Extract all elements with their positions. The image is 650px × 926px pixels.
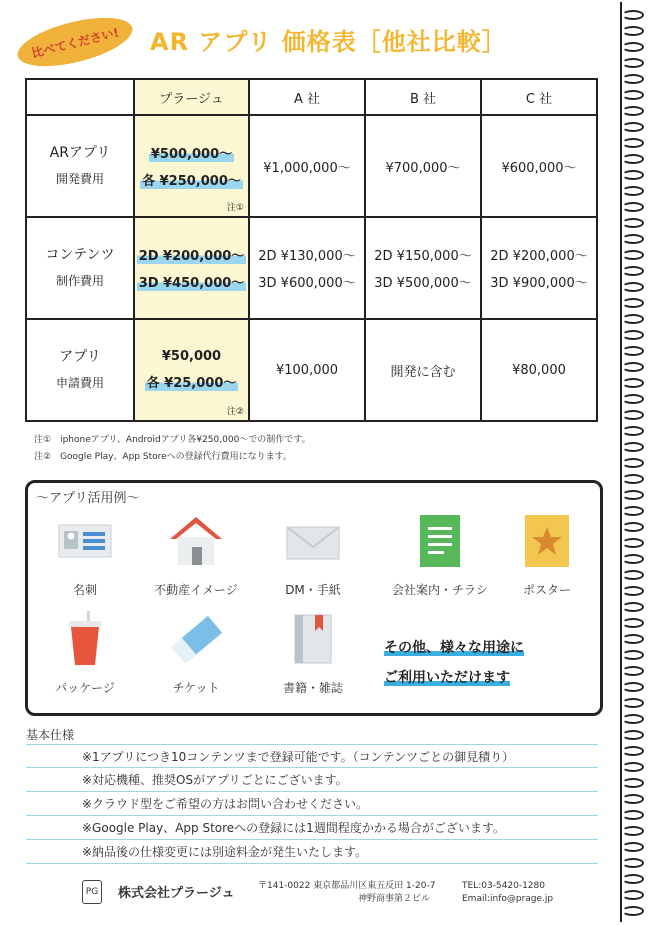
- spiral-ring: [622, 394, 644, 404]
- table-row: [26, 115, 597, 217]
- example-label: ポスター: [522, 583, 571, 597]
- spiral-ring: [622, 538, 644, 548]
- spiral-ring: [622, 554, 644, 564]
- cup-icon: [57, 611, 113, 667]
- spiral-ring: [622, 122, 644, 132]
- envelope-icon: [285, 513, 341, 569]
- spiral-ring: [622, 218, 644, 228]
- other-uses-text: その他、様々な用途に ご利用いただけます: [384, 640, 524, 686]
- spiral-ring: [622, 42, 644, 52]
- spiral-ring: [622, 330, 644, 340]
- spiral-ring: [622, 906, 644, 916]
- spiral-ring: [622, 602, 644, 612]
- table-row: [26, 319, 597, 421]
- footnotes: [34, 432, 311, 466]
- company-address: 〒141-0022 東京都品川区東五反田 1-20-7 神野商事第２ビル: [258, 881, 436, 904]
- footnote: 注② Google Play、App Storeへの登録代行費用になります。: [34, 452, 292, 462]
- spiral-ring: [622, 778, 644, 788]
- spiral-ring: [622, 634, 644, 644]
- spiral-ring: [622, 858, 644, 868]
- example-label: 名刺: [72, 583, 97, 597]
- spiral-ring: [622, 170, 644, 180]
- spiral-ring: [622, 730, 644, 740]
- spec-line: ※クラウド型をご希望の方はお問い合わせください。: [26, 792, 598, 816]
- spiral-ring: [622, 74, 644, 84]
- examples-box: [25, 480, 603, 716]
- spiral-ring: [622, 474, 644, 484]
- spec-title: 基本仕様: [26, 728, 75, 742]
- spiral-ring: [622, 202, 644, 212]
- prage-price: ¥500,000〜 各 ¥250,000〜 注①: [134, 115, 249, 217]
- c-price: 2D ¥200,000〜 3D ¥900,000〜: [481, 217, 597, 319]
- company-contact: TEL:03-5420-1280 Email:info@prage.jp: [462, 881, 554, 904]
- a-price: ¥1,000,000〜: [249, 115, 365, 217]
- spiral-ring: [622, 874, 644, 884]
- poster-icon: [519, 513, 575, 569]
- row-label: アプリ 申請費用: [26, 319, 134, 421]
- table-row: [26, 217, 597, 319]
- spiral-ring: [622, 234, 644, 244]
- spiral-ring: [622, 362, 644, 372]
- spiral-ring: [622, 794, 644, 804]
- spiral-ring: [622, 522, 644, 532]
- spiral-ring: [622, 746, 644, 756]
- spiral-ring: [622, 618, 644, 628]
- note-mark: 注②: [226, 407, 244, 417]
- spiral-ring: [622, 90, 644, 100]
- spiral-ring: [622, 714, 644, 724]
- book-icon: [285, 611, 341, 667]
- spiral-binding: [618, 0, 650, 926]
- spiral-ring: [622, 682, 644, 692]
- spiral-ring: [622, 698, 644, 708]
- example-item: [385, 513, 495, 598]
- document-icon: [412, 513, 468, 569]
- footnote: 注① iphoneアプリ、Androidアプリ各¥250,000〜での制作です。: [34, 435, 311, 445]
- example-item: [141, 611, 251, 696]
- spiral-ring: [622, 314, 644, 324]
- spiral-ring: [622, 810, 644, 820]
- spiral-ring: [622, 410, 644, 420]
- spiral-ring: [622, 490, 644, 500]
- example-label: DM・手紙: [285, 583, 341, 597]
- table-header-row: [26, 79, 597, 115]
- b-price: 開発に含む: [365, 319, 481, 421]
- spiral-ring: [622, 26, 644, 36]
- spiral-ring: [622, 826, 644, 836]
- spec-list: [26, 744, 598, 864]
- spiral-ring: [622, 186, 644, 196]
- example-item: [492, 513, 602, 598]
- spiral-ring: [622, 650, 644, 660]
- price-table: [25, 78, 598, 422]
- spiral-ring: [622, 250, 644, 260]
- stamp-text: 比べてください!: [30, 24, 121, 61]
- example-label: パッケージ: [55, 681, 115, 695]
- example-item: [141, 513, 251, 598]
- row-label: ARアプリ 開発費用: [26, 115, 134, 217]
- spiral-ring: [622, 890, 644, 900]
- spiral-ring: [622, 154, 644, 164]
- spiral-ring: [622, 282, 644, 292]
- examples-title: 〜アプリ活用例〜: [36, 491, 140, 506]
- house-icon: [168, 513, 224, 569]
- spec-line: ※Google Play、App Storeへの登録には1週間程度かかる場合がございます。: [26, 816, 598, 840]
- company-name: 株式会社プラージュ: [118, 886, 235, 901]
- footer: [0, 876, 610, 916]
- example-label: 不動産イメージ: [154, 583, 238, 597]
- page-title: AR アプリ 価格表［他社比較］: [150, 28, 507, 56]
- spiral-ring: [622, 298, 644, 308]
- spiral-ring: [622, 346, 644, 356]
- spiral-ring: [622, 58, 644, 68]
- company-logo: PG: [82, 880, 102, 904]
- example-item: [258, 611, 368, 696]
- c-price: ¥600,000〜: [481, 115, 597, 217]
- a-price: ¥100,000: [249, 319, 365, 421]
- example-label: 書籍・雑誌: [282, 681, 343, 695]
- ticket-icon: [168, 611, 224, 667]
- spiral-ring: [622, 586, 644, 596]
- spiral-ring: [622, 506, 644, 516]
- spec-line: ※1アプリにつき10コンテンツまで登録可能です。（コンテンツごとの御見積り）: [26, 744, 598, 768]
- header-b: B 社: [365, 79, 481, 115]
- spiral-ring: [622, 138, 644, 148]
- spiral-ring: [622, 666, 644, 676]
- spiral-ring: [622, 378, 644, 388]
- b-price: 2D ¥150,000〜 3D ¥500,000〜: [365, 217, 481, 319]
- spiral-ring: [622, 570, 644, 580]
- header-c: C 社: [481, 79, 597, 115]
- spiral-ring: [622, 426, 644, 436]
- spiral-ring: [622, 10, 644, 20]
- spiral-ring: [622, 442, 644, 452]
- spec-line: ※対応機種、推奨OSがアプリごとにございます。: [26, 768, 598, 792]
- spec-line: ※納品後の仕様変更には別途料金が発生いたします。: [26, 840, 598, 864]
- example-item: [258, 513, 368, 598]
- prage-price: 2D ¥200,000〜 3D ¥450,000〜: [134, 217, 249, 319]
- spiral-ring: [622, 842, 644, 852]
- c-price: ¥80,000: [481, 319, 597, 421]
- header-empty: [26, 79, 134, 115]
- example-item: [30, 513, 140, 598]
- spiral-ring: [622, 106, 644, 116]
- example-item: [30, 611, 140, 696]
- prage-price: ¥50,000 各 ¥25,000〜 注②: [134, 319, 249, 421]
- spiral-ring: [622, 762, 644, 772]
- header-prage: プラージュ: [134, 79, 249, 115]
- b-price: ¥700,000〜: [365, 115, 481, 217]
- spiral-ring: [622, 266, 644, 276]
- spiral-ring: [622, 458, 644, 468]
- row-label: コンテンツ 制作費用: [26, 217, 134, 319]
- example-label: チケット: [172, 681, 220, 695]
- note-mark: 注①: [226, 203, 244, 213]
- business-card-icon: [57, 513, 113, 569]
- a-price: 2D ¥130,000〜 3D ¥600,000〜: [249, 217, 365, 319]
- example-label: 会社案内・チラシ: [391, 583, 488, 597]
- header-a: A 社: [249, 79, 365, 115]
